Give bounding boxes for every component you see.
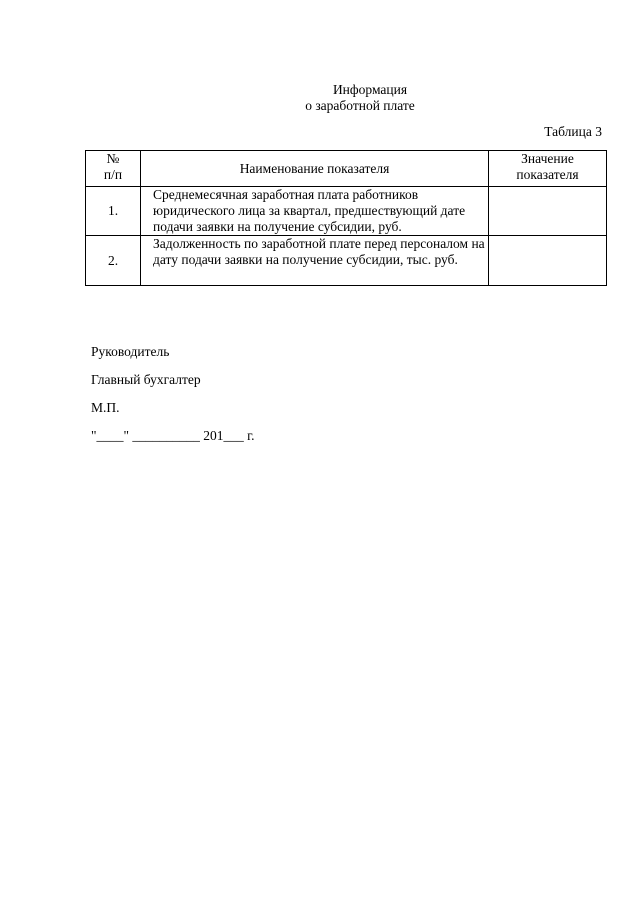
chief-accountant-label: Главный бухгалтер: [91, 372, 201, 387]
row-name-cell: [141, 187, 489, 236]
salary-info-table: [85, 150, 607, 286]
row-number-cell: [86, 236, 141, 286]
row-number: 1.: [107, 203, 119, 218]
date-line: "____" __________ 201___ г.: [91, 428, 255, 443]
header-name-text: Наименование показателя: [239, 160, 390, 176]
document-title: [85, 82, 605, 114]
table-row: [86, 236, 607, 286]
header-number: [86, 151, 141, 187]
row-value-cell: [489, 236, 607, 286]
table-header-row: [86, 151, 607, 187]
header-value: [489, 151, 607, 187]
signature-block: [91, 344, 255, 452]
table-row: [86, 187, 607, 236]
director-label: Руководитель: [91, 344, 170, 359]
row-number-cell: [86, 187, 141, 236]
row-value-cell: [489, 187, 607, 236]
header-value-text: Значение показателя: [516, 151, 579, 182]
row-name-cell: [141, 236, 489, 286]
table-caption: Таблица 3: [544, 124, 602, 139]
row-name: Среднемесячная заработная плата работников юридического лица за квартал, предшествующий дате подачи заявки на получение субсидии, руб.: [153, 187, 466, 234]
row-name: Задолженность по заработной плате перед персоналом на дату подачи заявки на получение субсидии, тыс. руб.: [153, 236, 485, 267]
row-number: 2.: [107, 252, 119, 268]
seal-label: М.П.: [91, 400, 120, 415]
title-line-2: о заработной плате: [305, 98, 415, 113]
title-line-1: Информация: [332, 82, 408, 97]
header-number-text: № п/п: [103, 151, 123, 182]
header-name: [141, 151, 489, 187]
